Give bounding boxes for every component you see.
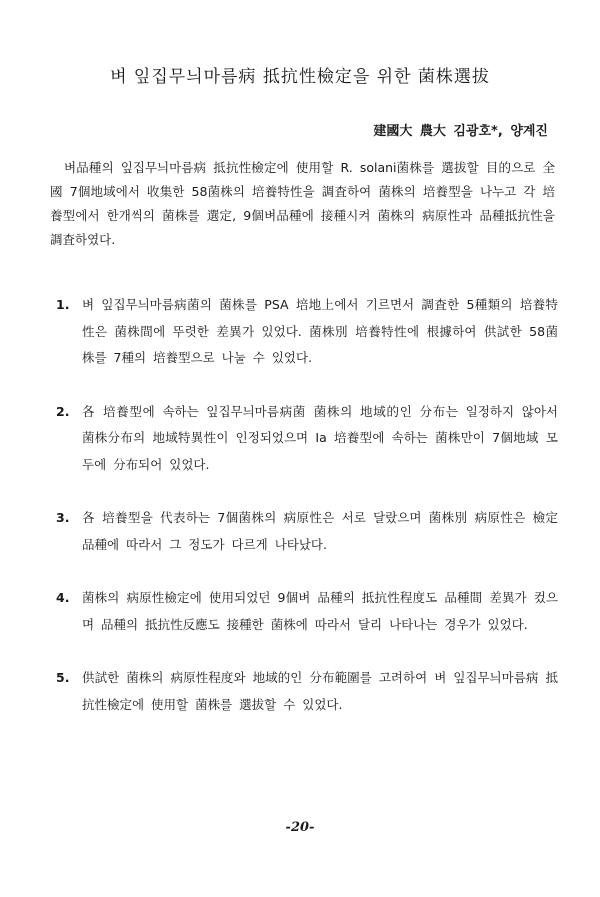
finding-number: 2. <box>56 403 70 419</box>
finding-number: 4. <box>56 590 70 605</box>
author-line: 建國大 農大 김광호*, 양계진 <box>373 124 548 139</box>
finding-item-3 <box>56 505 558 558</box>
finding-item-4 <box>56 585 558 638</box>
finding-number: 1. <box>56 297 70 312</box>
finding-number: 5. <box>56 670 70 685</box>
finding-text: 供試한 菌株의 病原性程度와 地域的인 分布範圍를 고려하여 벼 잎집무늬마름病 抵抗性檢定에 使用할 菌株를 選拔할 수 있었다. <box>82 670 558 712</box>
finding-text: 菌株의 病原性檢定에 使用되었던 9個벼 品種의 抵抗性程度도 品種間 差異가 컸으며 品種의 抵抗性反應도 接種한 菌株에 따라서 달리 나타나는 경우가 있었다. <box>82 590 558 632</box>
findings-list <box>56 292 558 745</box>
page-number: -20- <box>285 820 315 835</box>
finding-text: 各 培養型에 속하는 잎집무늬마름病菌 菌株의 地域的인 分布는 일정하지 않아서 菌株分布의 地域特異性이 인정되었으며 Ia 培養型에 속하는 菌株만이 7個地域 모두에 分布되어 있었다. <box>82 403 558 472</box>
abstract-paragraph: 벼品種의 잎집무늬마름病 抵抗性檢定에 使用할 R. solani菌株를 選拔할 目的으로 全國 7個地域에서 收集한 58菌株의 培養特性을 調査하여 菌株의 培養型을 나누고 각 培養型에서 한개씩의 菌株를 選定, 9個벼品種에 接種시켜 菌株의 病原性과 品種抵抗性을 調査하였다. <box>50 160 555 247</box>
finding-text: 各 培養型을 代表하는 7個菌株의 病原性은 서로 달랐으며 菌株別 病原性은 檢定品種에 따라서 그 정도가 다르게 나타났다. <box>82 510 558 552</box>
finding-item-2 <box>56 399 558 479</box>
finding-text: 벼 잎집무늬마름病菌의 菌株를 PSA 培地上에서 기르면서 調査한 5種類의 培養特性은 菌株間에 뚜렷한 差異가 있었다. 菌株別 培養特性에 根據하여 供試한 58菌株를 7種의 培養型으로 나눌 수 있었다. <box>82 297 558 365</box>
finding-item-5 <box>56 665 558 718</box>
finding-item-1 <box>56 292 558 372</box>
finding-number: 3. <box>56 510 70 525</box>
paper-title: 벼 잎집무늬마름病 抵抗性檢定을 위한 菌株選拔 <box>110 67 490 87</box>
